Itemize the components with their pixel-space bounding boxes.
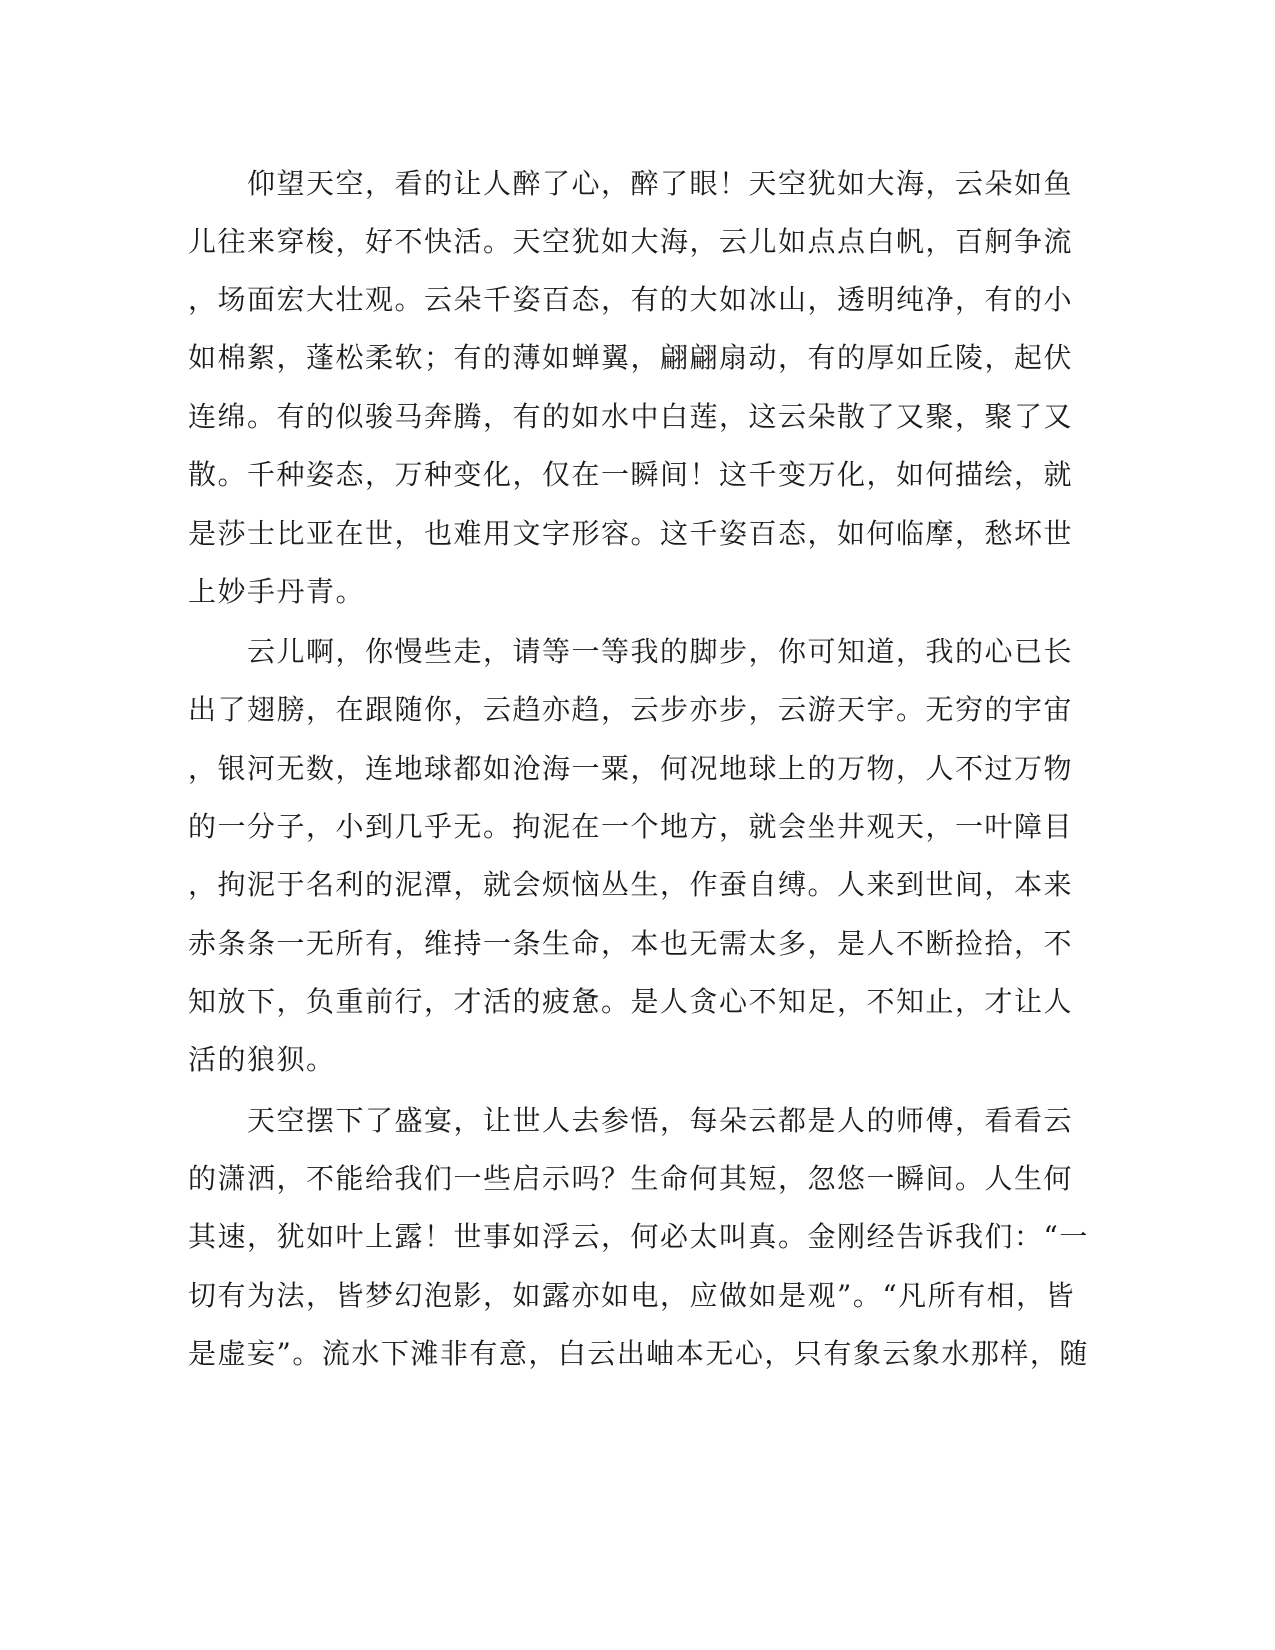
text-line: 的一分子，小到几乎无。拘泥在一个地方，就会坐井观天，一叶障目 <box>188 810 1074 843</box>
text-line: 出了翅膀，在跟随你，云趋亦趋，云步亦步，云游天宇。无穷的宇宙 <box>188 693 1074 726</box>
text-line: 是莎士比亚在世，也难用文字形容。这千姿百态，如何临摩，愁坏世 <box>188 517 1074 550</box>
text-line: 知放下，负重前行，才活的疲惫。是人贪心不知足，不知止，才让人 <box>188 985 1074 1018</box>
text-line: 散。千种姿态，万种变化，仅在一瞬间！这千变万化，如何描绘，就 <box>188 458 1074 491</box>
text-line: 仰望天空，看的让人醉了心，醉了眼！天空犹如大海，云朵如鱼 <box>188 167 1074 200</box>
text-line: 天空摆下了盛宴，让世人去参悟，每朵云都是人的师傅，看看云 <box>188 1104 1074 1137</box>
text-line: 如棉絮，蓬松柔软；有的薄如蝉翼，翩翩扇动，有的厚如丘陵，起伏 <box>188 341 1074 374</box>
text-line: 活的狼狈。 <box>188 1043 336 1076</box>
text-line: ，拘泥于名利的泥潭，就会烦恼丛生，作蚕自缚。人来到世间，本来 <box>188 868 1074 901</box>
text-line: 上妙手丹青。 <box>188 575 366 608</box>
text-line: 连绵。有的似骏马奔腾，有的如水中白莲，这云朵散了又聚，聚了又 <box>188 400 1074 433</box>
text-line: ，场面宏大壮观。云朵千姿百态，有的大如冰山，透明纯净，有的小 <box>188 283 1074 316</box>
text-line: 的潇洒，不能给我们一些启示吗？生命何其短，忽悠一瞬间。人生何 <box>188 1162 1074 1195</box>
text-line: 赤条条一无所有，维持一条生命，本也无需太多，是人不断捡拾，不 <box>188 927 1074 960</box>
text-line: ，银河无数，连地球都如沧海一粟，何况地球上的万物，人不过万物 <box>188 752 1074 785</box>
text-line: 其速，犹如叶上露！世事如浮云，何必太叫真。金刚经告诉我们：“一 <box>188 1220 1089 1253</box>
text-line: 云儿啊，你慢些走，请等一等我的脚步，你可知道，我的心已长 <box>188 635 1074 668</box>
text-line: 儿往来穿梭，好不快活。天空犹如大海，云儿如点点白帆，百舸争流 <box>188 225 1074 258</box>
text-line: 是虚妄”。流水下滩非有意，白云出岫本无心，只有象云象水那样，随 <box>188 1337 1089 1370</box>
text-line: 切有为法，皆梦幻泡影，如露亦如电，应做如是观”。“凡所有相，皆 <box>188 1279 1076 1312</box>
